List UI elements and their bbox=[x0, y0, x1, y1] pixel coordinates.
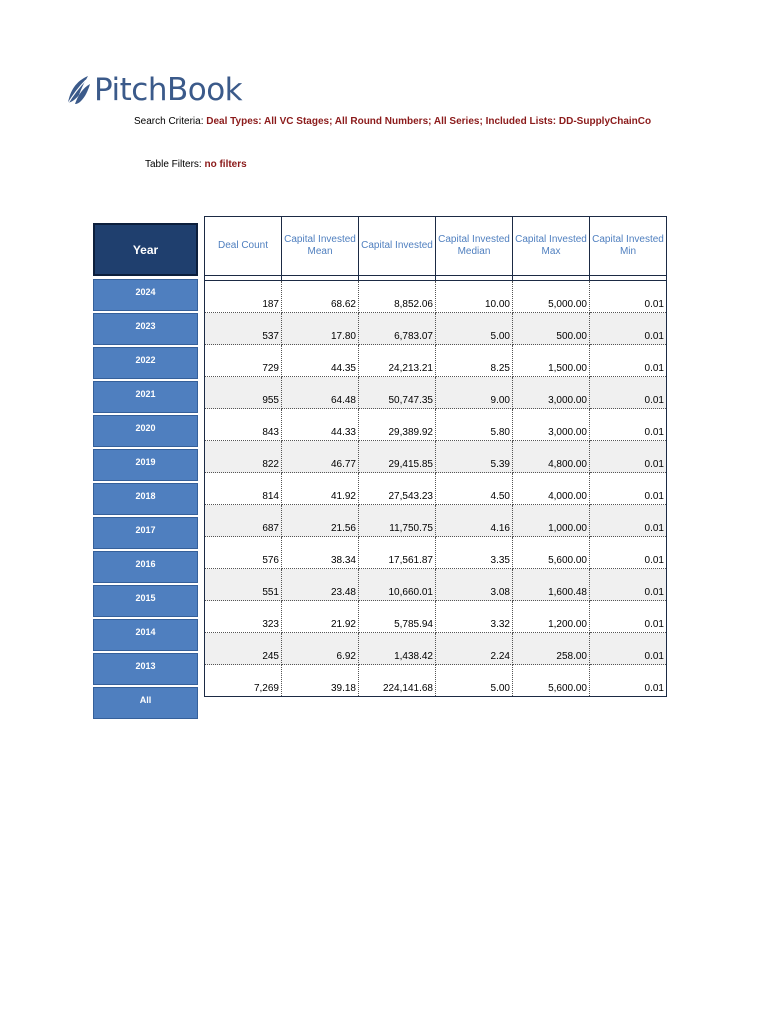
table-row bbox=[205, 377, 667, 409]
year-cell bbox=[93, 415, 198, 447]
column-header: Capital Invested Max bbox=[513, 217, 590, 276]
table-cell: 5.80 bbox=[436, 409, 513, 441]
table-cell: 5,785.94 bbox=[359, 601, 436, 633]
table-row bbox=[205, 281, 667, 313]
pitchbook-leaf-icon bbox=[64, 73, 92, 107]
table-cell: 3,000.00 bbox=[513, 409, 590, 441]
table-cell: 3.35 bbox=[436, 537, 513, 569]
table-cell: 29,389.92 bbox=[359, 409, 436, 441]
year-label: 2014 bbox=[135, 627, 156, 637]
table-cell: 0.01 bbox=[590, 409, 667, 441]
table-cell: 0.01 bbox=[590, 345, 667, 377]
year-label: 2013 bbox=[135, 661, 156, 671]
table-cell: 8,852.06 bbox=[359, 281, 436, 313]
table-cell: 5.00 bbox=[436, 665, 513, 697]
year-cell bbox=[93, 653, 198, 685]
table-cell: 7,269 bbox=[205, 665, 282, 697]
table-cell: 1,000.00 bbox=[513, 505, 590, 537]
table-cell: 500.00 bbox=[513, 313, 590, 345]
table-cell: 10.00 bbox=[436, 281, 513, 313]
table-row bbox=[205, 569, 667, 601]
table-cell: 551 bbox=[205, 569, 282, 601]
table-cell: 38.34 bbox=[282, 537, 359, 569]
table-cell: 3.08 bbox=[436, 569, 513, 601]
search-criteria-label: Search Criteria: bbox=[134, 116, 207, 127]
year-label: 2019 bbox=[135, 457, 156, 467]
table-cell: 258.00 bbox=[513, 633, 590, 665]
table-row bbox=[205, 313, 667, 345]
table-cell: 814 bbox=[205, 473, 282, 505]
table-cell: 5.00 bbox=[436, 313, 513, 345]
table-cell: 0.01 bbox=[590, 505, 667, 537]
table-cell: 1,600.48 bbox=[513, 569, 590, 601]
table-cell: 0.01 bbox=[590, 313, 667, 345]
year-label: 2021 bbox=[135, 389, 156, 399]
table-cell: 0.01 bbox=[590, 441, 667, 473]
table-cell: 21.92 bbox=[282, 601, 359, 633]
year-cell bbox=[93, 551, 198, 583]
table-cell: 822 bbox=[205, 441, 282, 473]
table-cell: 4.50 bbox=[436, 473, 513, 505]
table-filters-label: Table Filters: bbox=[145, 159, 205, 170]
table-cell: 576 bbox=[205, 537, 282, 569]
search-criteria-value: Deal Types: All VC Stages; All Round Numbers; All Series; Included Lists: DD-SupplyChainCo bbox=[206, 116, 652, 127]
year-label: 2022 bbox=[135, 355, 156, 365]
table-cell: 187 bbox=[205, 281, 282, 313]
table-cell: 11,750.75 bbox=[359, 505, 436, 537]
year-label: 2015 bbox=[135, 593, 156, 603]
table-cell: 44.35 bbox=[282, 345, 359, 377]
table-cell: 44.33 bbox=[282, 409, 359, 441]
table-cell: 537 bbox=[205, 313, 282, 345]
table-row bbox=[205, 633, 667, 665]
table-cell: 4,000.00 bbox=[513, 473, 590, 505]
table-cell: 5,600.00 bbox=[513, 665, 590, 697]
year-label: 2018 bbox=[135, 491, 156, 501]
table-cell: 0.01 bbox=[590, 601, 667, 633]
column-header: Deal Count bbox=[205, 217, 282, 276]
table-row bbox=[205, 473, 667, 505]
table-cell: 2.24 bbox=[436, 633, 513, 665]
table-cell: 3,000.00 bbox=[513, 377, 590, 409]
table-cell: 6,783.07 bbox=[359, 313, 436, 345]
table-row bbox=[205, 665, 667, 697]
table-cell: 4.16 bbox=[436, 505, 513, 537]
table-cell: 9.00 bbox=[436, 377, 513, 409]
table-cell: 5,000.00 bbox=[513, 281, 590, 313]
table-cell: 5,600.00 bbox=[513, 537, 590, 569]
column-header: Capital Invested Min bbox=[590, 217, 667, 276]
table-cell: 0.01 bbox=[590, 633, 667, 665]
deal-stats-table bbox=[204, 216, 667, 697]
table-cell: 843 bbox=[205, 409, 282, 441]
table-cell: 17.80 bbox=[282, 313, 359, 345]
table-cell: 8.25 bbox=[436, 345, 513, 377]
table-cell: 687 bbox=[205, 505, 282, 537]
table-cell: 46.77 bbox=[282, 441, 359, 473]
year-label: 2016 bbox=[135, 559, 156, 569]
year-cell bbox=[93, 517, 198, 549]
year-column bbox=[93, 223, 198, 721]
table-cell: 5.39 bbox=[436, 441, 513, 473]
table-cell: 0.01 bbox=[590, 473, 667, 505]
table-filters-value: no filters bbox=[204, 159, 247, 170]
table-cell: 0.01 bbox=[590, 281, 667, 313]
year-cell bbox=[93, 619, 198, 651]
table-cell: 50,747.35 bbox=[359, 377, 436, 409]
table-cell: 39.18 bbox=[282, 665, 359, 697]
year-cell bbox=[93, 347, 198, 379]
table-cell: 245 bbox=[205, 633, 282, 665]
year-cell bbox=[93, 449, 198, 481]
table-cell: 955 bbox=[205, 377, 282, 409]
year-cell bbox=[93, 381, 198, 413]
table-row bbox=[205, 345, 667, 377]
table-cell: 68.62 bbox=[282, 281, 359, 313]
table-cell: 6.92 bbox=[282, 633, 359, 665]
column-header: Capital Invested Mean bbox=[282, 217, 359, 276]
table-cell: 23.48 bbox=[282, 569, 359, 601]
year-cell bbox=[93, 483, 198, 515]
year-label: 2023 bbox=[135, 321, 156, 331]
table-cell: 729 bbox=[205, 345, 282, 377]
year-label: All bbox=[139, 695, 152, 705]
pitchbook-logo bbox=[64, 70, 242, 110]
year-cell bbox=[93, 585, 198, 617]
column-header: Capital Invested bbox=[359, 217, 436, 276]
table-cell: 64.48 bbox=[282, 377, 359, 409]
year-label: 2024 bbox=[135, 287, 156, 297]
table-filters bbox=[145, 159, 247, 170]
column-header: Capital Invested Median bbox=[436, 217, 513, 276]
table-cell: 0.01 bbox=[590, 377, 667, 409]
table-cell: 27,543.23 bbox=[359, 473, 436, 505]
table-cell: 41.92 bbox=[282, 473, 359, 505]
table-cell: 0.01 bbox=[590, 537, 667, 569]
year-cell bbox=[93, 687, 198, 719]
brand-name: PitchBook bbox=[94, 72, 243, 108]
table-row bbox=[205, 537, 667, 569]
table-cell: 17,561.87 bbox=[359, 537, 436, 569]
table-cell: 10,660.01 bbox=[359, 569, 436, 601]
table-row bbox=[205, 441, 667, 473]
table-cell: 224,141.68 bbox=[359, 665, 436, 697]
table-cell: 323 bbox=[205, 601, 282, 633]
table-cell: 24,213.21 bbox=[359, 345, 436, 377]
table-row bbox=[205, 409, 667, 441]
table-row bbox=[205, 601, 667, 633]
table-cell: 21.56 bbox=[282, 505, 359, 537]
year-label: 2020 bbox=[135, 423, 156, 433]
table-cell: 0.01 bbox=[590, 665, 667, 697]
year-header: Year bbox=[93, 223, 198, 276]
year-cell bbox=[93, 313, 198, 345]
table-cell: 1,500.00 bbox=[513, 345, 590, 377]
table-cell: 3.32 bbox=[436, 601, 513, 633]
table-cell: 29,415.85 bbox=[359, 441, 436, 473]
year-label: 2017 bbox=[135, 525, 156, 535]
table-cell: 4,800.00 bbox=[513, 441, 590, 473]
search-criteria bbox=[134, 116, 651, 127]
table-cell: 0.01 bbox=[590, 569, 667, 601]
table-cell: 1,200.00 bbox=[513, 601, 590, 633]
table-cell: 1,438.42 bbox=[359, 633, 436, 665]
table-header-row bbox=[205, 217, 667, 276]
table-row bbox=[205, 505, 667, 537]
year-cell bbox=[93, 279, 198, 311]
